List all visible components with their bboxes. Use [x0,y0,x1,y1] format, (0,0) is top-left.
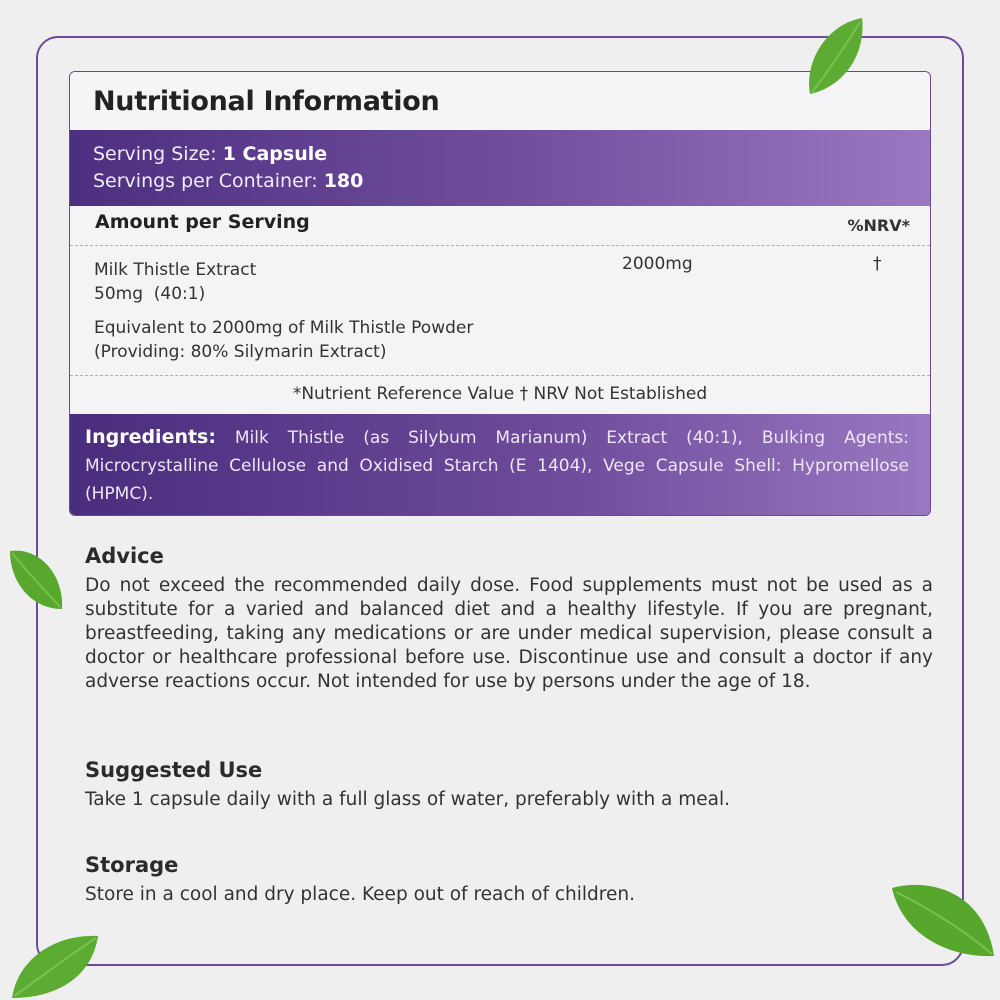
equivalent-line-2: (Providing: 80% Silymarin Extract) [94,342,387,362]
serving-size-label: Serving Size: [93,143,217,165]
suggested-use-text: Take 1 capsule daily with a full glass of water, preferably with a meal. [85,789,731,810]
storage-section [85,853,933,907]
ingredients-label: Ingredients: [85,426,216,448]
leaf-icon [8,932,100,1000]
servings-label: Servings per Container: [93,170,318,192]
advice-section [85,544,933,694]
ingredients-block [70,414,930,516]
advice-text: Do not exceed the recommended daily dose. Food supplements must not be used as a substitute for a varied and balanced diet and a healthy lifestyle. If you are pregnant, breastfeeding, taking any medications or are under medical supervision, please consult a doctor or healthcare professional before use. Discontinue use and consult a doctor if any adverse reactions occur. Not intended for use by persons under the age of 18. [85,575,933,692]
suggested-use-heading: Suggested Use [85,758,263,782]
nutrient-sub: 50mg (40:1) [94,284,206,304]
nrv-footnote: *Nutrient Reference Value † NRV Not Established [292,384,708,404]
storage-heading: Storage [85,853,179,877]
nrv-header: %NRV* [847,216,910,235]
servings-value: 180 [323,170,364,192]
nutrient-amount: 2000mg [622,254,693,274]
storage-text: Store in a cool and dry place. Keep out of reach of children. [85,884,635,905]
leaf-icon [6,545,66,615]
panel-title: Nutritional Information [70,72,930,130]
equivalent-line-1: Equivalent to 2000mg of Milk Thistle Powder [94,318,474,338]
serving-size-value: 1 Capsule [222,143,328,165]
leaf-icon [800,14,870,100]
serving-size-line [93,141,930,168]
nutrient-rows [70,246,930,376]
ingredients-text: Milk Thistle (as Silybum Marianum) Extract (40:1), Bulking Agents: Microcrystalline Cellulose and Oxidised Starch (E 1404), Vege Capsule Shell: Hypromellose (HPMC). [85,428,915,504]
serving-info [70,130,930,206]
nutrient-nrv: † [873,254,882,274]
suggested-use-section [85,758,933,812]
nutrient-row-milk-thistle [94,258,256,306]
amount-header-row [70,206,930,246]
servings-line [93,168,930,195]
nutrient-name: Milk Thistle Extract [94,260,257,280]
amount-header: Amount per Serving [95,211,310,233]
advice-heading: Advice [85,544,164,568]
nutrition-panel [69,71,931,516]
leaf-icon [888,878,998,962]
equivalent-row [94,316,473,364]
